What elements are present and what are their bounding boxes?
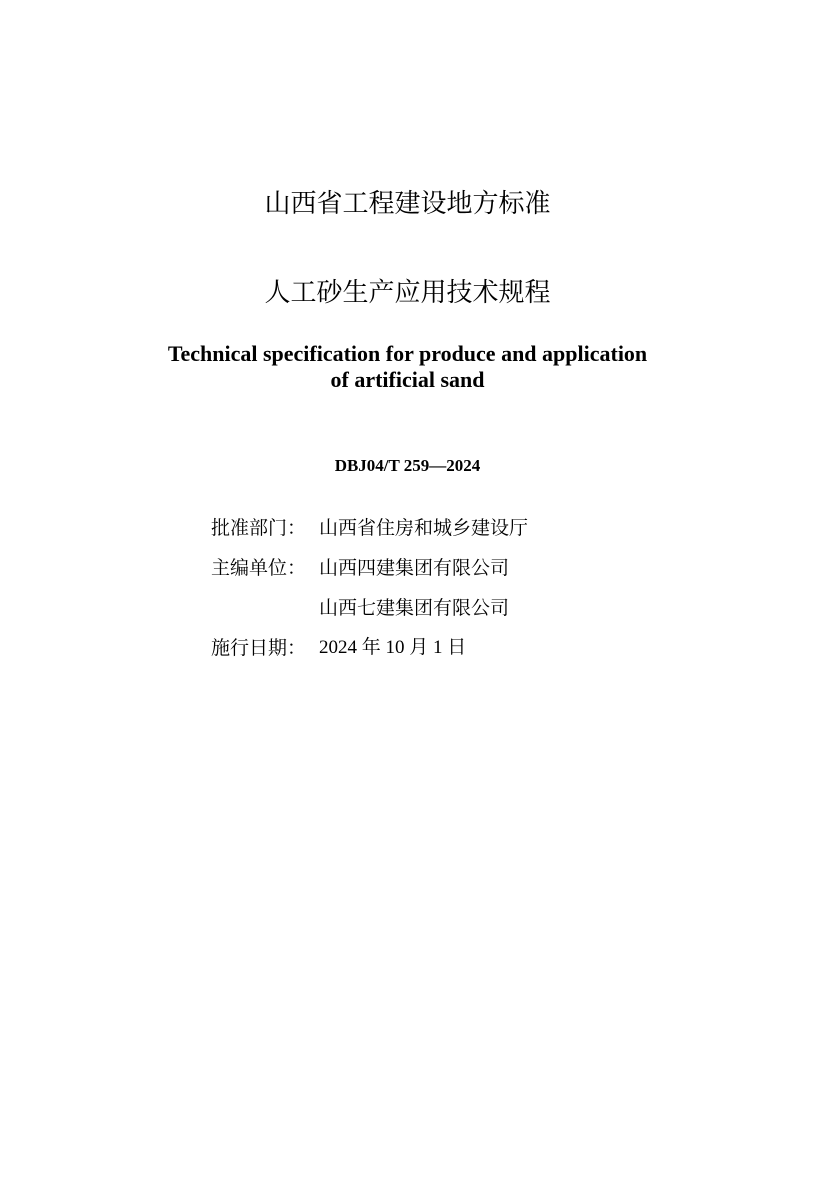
document-title-en-line1: Technical specification for produce and application: [167, 341, 648, 366]
date-value: 2024 年 10 月 1 日: [319, 637, 467, 658]
editor-label: 主编单位：: [211, 557, 307, 579]
date-label: 施行日期：: [211, 637, 307, 659]
editor-value-1: 山西四建集团有限公司: [319, 557, 510, 579]
document-title-cn: 人工砂生产应用技术规程: [264, 278, 551, 308]
editor-row: [211, 548, 528, 588]
approval-value: 山西省住房和城乡建设厅: [319, 517, 529, 539]
editor-row-2: [211, 588, 528, 628]
approval-label: 批准部门：: [211, 517, 307, 539]
document-title-en-line2: of artificial sand: [330, 367, 485, 392]
standard-code: DBJ04/T 259—2024: [334, 456, 481, 475]
standard-category-heading: 山西省工程建设地方标准: [264, 189, 551, 219]
editor-label-spacer: [211, 588, 319, 628]
document-info-block: [211, 508, 528, 668]
date-row: [211, 628, 528, 668]
approval-row: [211, 508, 528, 548]
editor-value-2: 山西七建集团有限公司: [319, 597, 510, 619]
